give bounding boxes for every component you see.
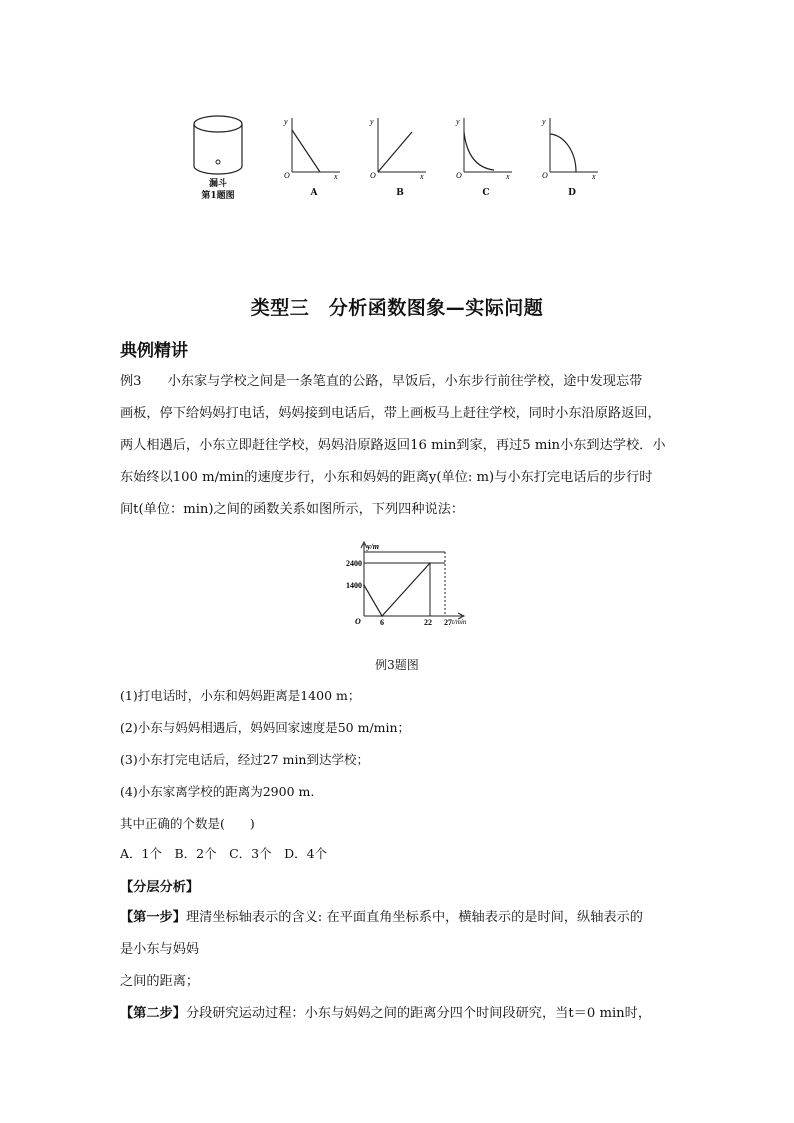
example-line-1: 例3 小东家与学校之间是一条笔直的公路，早饭后，小东步行前往学校，途中发现忘带: [120, 374, 643, 389]
statement-1: (1)打电话时，小东和妈妈距离是1400 m；: [120, 688, 361, 703]
statement-4: (4)小东家离学校的距离为2900 m.: [120, 784, 315, 799]
svg-text:y: y: [370, 117, 374, 126]
svg-text:y: y: [542, 117, 546, 126]
svg-text:x: x: [592, 172, 596, 180]
graph-c: [454, 112, 516, 180]
svg-text:x: x: [506, 172, 510, 180]
svg-text:O: O: [370, 171, 376, 180]
svg-text:x: x: [420, 172, 424, 180]
x-axis-title: t/min: [452, 618, 467, 626]
graph-b: [368, 112, 430, 180]
y-axis-title: y/m: [367, 542, 379, 551]
chart-caption: 例3题图: [375, 658, 419, 672]
section-title: 类型三 分析函数图象—实际问题: [250, 297, 544, 319]
svg-text:O: O: [456, 171, 462, 180]
graph-b-label: B: [396, 188, 404, 198]
data-point: [381, 615, 383, 617]
data-point: [363, 584, 365, 586]
step2-tag: 【第二步】: [120, 1006, 186, 1021]
step1-cont-2: 之间的距离；: [120, 974, 200, 989]
cylinder-caption-2: 第1题图: [201, 191, 235, 201]
origin-label: O: [355, 617, 361, 626]
graph-d: [540, 112, 602, 180]
statement-2: (2)小东与妈妈相遇后，妈妈回家速度是50 m/min；: [120, 720, 411, 735]
subsection-heading: 典例精讲: [120, 341, 188, 361]
graph-c-label: C: [482, 188, 490, 198]
y-tick-label: 1400: [346, 581, 362, 591]
example-line-5: 间t(单位：min)之间的函数关系如图所示，下列四种说法：: [120, 502, 465, 517]
x-tick-label: 27: [444, 618, 452, 627]
step1-cont-1: 是小东与妈妈: [120, 942, 200, 957]
distance-series: [364, 563, 430, 616]
cylinder-caption-1: 漏斗: [208, 179, 227, 189]
y-tick-label: 2400: [346, 559, 362, 569]
x-tick-label: 6: [380, 618, 384, 627]
statement-3: (3)小东打完电话后，经过27 min到达学校；: [120, 752, 369, 767]
origin-label: O: [284, 171, 290, 180]
example-line-3: 两人相遇后，小东立即赶往学校，妈妈沿原路返回16 min到家，再过5 min小东到达学校．小: [120, 438, 666, 453]
step1-tag: 【第一步】: [120, 910, 186, 925]
options: A．1个 B．2个 C．3个 D．4个: [120, 846, 328, 861]
graph-d-label: D: [568, 188, 576, 198]
cylinder-figure: [188, 110, 248, 180]
graph-a-label: A: [310, 188, 318, 198]
graph-a: [282, 112, 344, 180]
step2-line: 【第二步】分段研究运动过程：小东与妈妈之间的距离分四个时间段研究，当t＝0 min时，: [120, 1006, 652, 1021]
axis-y-label: y: [284, 117, 288, 126]
example-3-chart: [330, 540, 470, 630]
example-label: 例3: [120, 374, 142, 389]
x-tick-label: 22: [424, 618, 432, 627]
example-line-2: 画板，停下给妈妈打电话，妈妈接到电话后，带上画板马上赶往学校，同时小东沿原路返回，: [120, 406, 661, 421]
question: 其中正确的个数是( ): [120, 816, 255, 831]
data-point: [429, 562, 431, 564]
step1-line: 【第一步】理清坐标轴表示的含义: 在平面直角坐标系中，横轴表示的是时间，纵轴表示的: [120, 910, 643, 925]
example-line-4: 东始终以100 m/min的速度步行，小东和妈妈的距离y(单位: m)与小东打完电话后的步行时: [120, 470, 653, 485]
axis-x-label: x: [334, 172, 338, 180]
svg-text:O: O: [542, 171, 548, 180]
svg-text:y: y: [456, 117, 460, 126]
analysis-header: 【分层分析】: [120, 880, 200, 895]
